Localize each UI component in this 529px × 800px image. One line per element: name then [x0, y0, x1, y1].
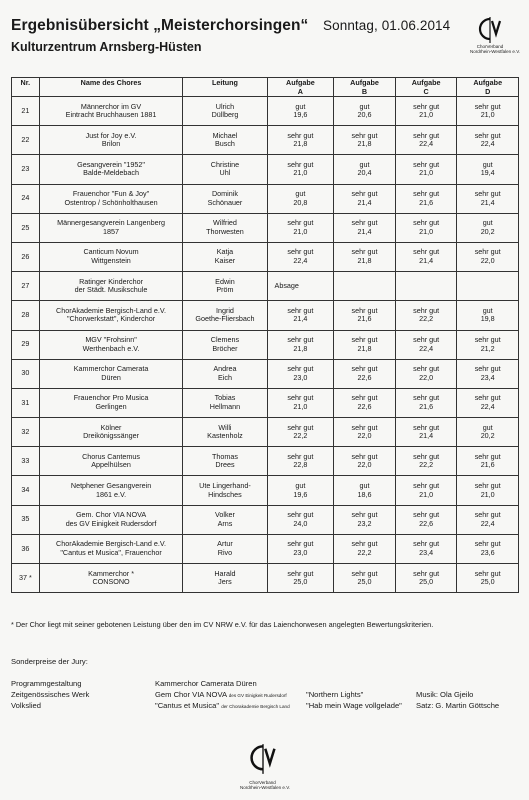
cell-nr: 26 [12, 242, 40, 271]
cell-score-a: sehr gut 22,4 [267, 242, 334, 271]
cell-score-b: gut 20,4 [334, 155, 396, 184]
table-row [12, 359, 519, 388]
col-chor: Name des Chores [39, 78, 183, 97]
cell-leitung: Harald Jers [183, 564, 267, 593]
cell-score-d: sehr gut 23,6 [457, 534, 519, 563]
cell-score-d: sehr gut 25,0 [457, 564, 519, 593]
cell-score-b: sehr gut 23,2 [334, 505, 396, 534]
cell-nr: 34 [12, 476, 40, 505]
cell-leitung: Edwin Pröm [183, 272, 267, 301]
cell-score-a: sehr gut 21,8 [267, 126, 334, 155]
cell-score-c: sehr gut 21,0 [395, 155, 457, 184]
cell-score-a: sehr gut 22,8 [267, 447, 334, 476]
cell-score-d: sehr gut 21,2 [457, 330, 519, 359]
table-row [12, 564, 519, 593]
col-leitung: Leitung [183, 78, 267, 97]
table-row [12, 330, 519, 359]
cell-chor: ChorAkademie Bergisch-Land e.V. "Cantus et Musica", Frauenchor [39, 534, 183, 563]
cell-leitung: Tobias Hellmann [183, 388, 267, 417]
cell-score-d: gut 19,8 [457, 301, 519, 330]
cell-score-d: sehr gut 22,4 [457, 388, 519, 417]
cell-chor: Gem. Chor VIA NOVA des GV Einigkeit Rudersdorf [39, 505, 183, 534]
cell-leitung: Ingrid Goethe-Fliersbach [183, 301, 267, 330]
cell-score-c: sehr gut 22,4 [395, 330, 457, 359]
jury-choir: Kammerchor Camerata Düren [155, 679, 257, 688]
cell-chor: Männergesangverein Langenberg 1857 [39, 213, 183, 242]
cell-score-c: sehr gut 21,6 [395, 388, 457, 417]
cell-score-a: gut 20,8 [267, 184, 334, 213]
cell-nr: 27 [12, 272, 40, 301]
cell-chor: Ratinger Kinderchor der Städt. Musikschule [39, 272, 183, 301]
cell-nr: 21 [12, 97, 40, 126]
logo-tagline: Nordrhein-Westfalen e.V. [240, 785, 291, 790]
cell-chor: Frauenchor Pro Musica Gerlingen [39, 388, 183, 417]
cell-score-d: sehr gut 21,4 [457, 184, 519, 213]
cell-score-c: sehr gut 22,4 [395, 126, 457, 155]
cell-nr: 35 [12, 505, 40, 534]
cell-score-b: sehr gut 21,4 [334, 213, 396, 242]
table-row [12, 301, 519, 330]
cell-nr: 25 [12, 213, 40, 242]
cell-score-a: gut 19,6 [267, 97, 334, 126]
footer-logo [240, 743, 291, 790]
cell-score-b: sehr gut 22,6 [334, 388, 396, 417]
jury-piece: "Hab mein Wage vollgelade" [306, 701, 402, 710]
logo-tagline: Nordrhein-Westfalen e.V. [470, 49, 521, 54]
cell-score-a: sehr gut 22,2 [267, 418, 334, 447]
table-row [12, 272, 519, 301]
cell-score-c: sehr gut 21,4 [395, 418, 457, 447]
cell-score-b: gut 20,6 [334, 97, 396, 126]
cell-score-c: sehr gut 22,6 [395, 505, 457, 534]
cell-score-c: sehr gut 22,0 [395, 359, 457, 388]
cell-score-a: sehr gut 21,8 [267, 330, 334, 359]
cell-leitung: Volker Arns [183, 505, 267, 534]
cell-nr: 31 [12, 388, 40, 417]
logo-name: ChorVerband [476, 44, 504, 49]
jury-choir: Gem Chor VIA NOVA des GV Einigkeit Rudersdorf [155, 690, 287, 699]
cell-leitung: Andrea Eich [183, 359, 267, 388]
page-title [11, 17, 451, 35]
cell-score-b: sehr gut 21,8 [334, 126, 396, 155]
cell-score-b: sehr gut 22,0 [334, 418, 396, 447]
logo-name: ChorVerband [249, 780, 276, 785]
cell-score-d: sehr gut 22,0 [457, 242, 519, 271]
table-row [12, 184, 519, 213]
cell-score-b: sehr gut 22,0 [334, 447, 396, 476]
cell-chor: Canticum Novum Wittgenstein [39, 242, 183, 271]
cell-score-a: Absage [267, 272, 334, 301]
cell-score-b [334, 272, 396, 301]
chorverband-logo [470, 16, 521, 54]
jury-choir: "Cantus et Musica" der Chorakademie Bergisch Land [155, 701, 290, 710]
jury-composer: Satz: G. Martin Göttsche [416, 701, 500, 710]
cell-chor: ChorAkademie Bergisch-Land e.V. "Chorwerkstatt", Kinderchor [39, 301, 183, 330]
cell-chor: Kölner Dreikönigssänger [39, 418, 183, 447]
cell-nr: 37 * [12, 564, 40, 593]
cell-score-a: sehr gut 21,4 [267, 301, 334, 330]
cell-nr: 32 [12, 418, 40, 447]
table-row [12, 213, 519, 242]
col-aufgabe-b: Aufgabe B [334, 78, 396, 97]
cell-score-c [395, 272, 457, 301]
cell-nr: 24 [12, 184, 40, 213]
cell-leitung: Thomas Drees [183, 447, 267, 476]
cell-nr: 28 [12, 301, 40, 330]
col-aufgabe-c: Aufgabe C [395, 78, 457, 97]
table-row [12, 388, 519, 417]
cell-nr: 22 [12, 126, 40, 155]
table-row [12, 155, 519, 184]
jury-piece: "Northern Lights" [306, 690, 364, 699]
cell-score-c: sehr gut 23,4 [395, 534, 457, 563]
col-aufgabe-a: Aufgabe A [267, 78, 334, 97]
cell-score-a: gut 19,6 [267, 476, 334, 505]
cell-leitung: Dominik Schönauer [183, 184, 267, 213]
event-date: Sonntag, 01.06.2014 [323, 18, 451, 33]
col-nr: Nr. [12, 78, 40, 97]
cell-leitung: Artur Rivo [183, 534, 267, 563]
cell-chor: Frauenchor "Fun & Joy" Ostentrop / Schönholthausen [39, 184, 183, 213]
cell-score-d: sehr gut 23,4 [457, 359, 519, 388]
jury-heading: Sonderpreise der Jury: [11, 657, 88, 666]
cell-score-c: sehr gut 21,6 [395, 184, 457, 213]
cell-score-a: sehr gut 25,0 [267, 564, 334, 593]
cell-score-a: sehr gut 23,0 [267, 359, 334, 388]
table-row [12, 97, 519, 126]
cell-score-d: gut 20,2 [457, 213, 519, 242]
table-row [12, 126, 519, 155]
cell-score-a: sehr gut 24,0 [267, 505, 334, 534]
cell-score-d: gut 20,2 [457, 418, 519, 447]
cell-chor: Kammerchor Camerata Düren [39, 359, 183, 388]
cell-score-a: sehr gut 21,0 [267, 388, 334, 417]
cell-leitung: Ute Lingerhand- Hindsches [183, 476, 267, 505]
cell-score-b: sehr gut 22,6 [334, 359, 396, 388]
cell-chor: Kammerchor * CONSONO [39, 564, 183, 593]
table-row [12, 505, 519, 534]
cell-score-b: gut 18,6 [334, 476, 396, 505]
cell-score-d: sehr gut 22,4 [457, 126, 519, 155]
table-row [12, 242, 519, 271]
cell-score-a: sehr gut 21,0 [267, 213, 334, 242]
cell-nr: 33 [12, 447, 40, 476]
cell-score-c: sehr gut 22,2 [395, 301, 457, 330]
title-text: Ergebnisübersicht „Meisterchorsingen“ [11, 17, 309, 34]
cell-score-d: sehr gut 21,0 [457, 97, 519, 126]
cell-nr: 36 [12, 534, 40, 563]
cell-score-c: sehr gut 22,2 [395, 447, 457, 476]
table-row [12, 476, 519, 505]
cell-score-d: gut 19,4 [457, 155, 519, 184]
table-row [12, 534, 519, 563]
cell-score-b: sehr gut 22,2 [334, 534, 396, 563]
cell-score-b: sehr gut 21,6 [334, 301, 396, 330]
table-header-row [12, 78, 519, 97]
cell-score-d: sehr gut 22,4 [457, 505, 519, 534]
cell-leitung: Christine Uhl [183, 155, 267, 184]
cell-leitung: Wilfried Thorwesten [183, 213, 267, 242]
col-aufgabe-d: Aufgabe D [457, 78, 519, 97]
cell-chor: Männerchor im GV Eintracht Bruchhausen 1881 [39, 97, 183, 126]
cell-score-c: sehr gut 21,0 [395, 213, 457, 242]
cell-chor: Chorus Cantemus Appelhülsen [39, 447, 183, 476]
cell-leitung: Michael Busch [183, 126, 267, 155]
cell-score-c: sehr gut 25,0 [395, 564, 457, 593]
cell-chor: Netphener Gesangverein 1861 e.V. [39, 476, 183, 505]
footnote: * Der Chor liegt mit seiner gebotenen Leistung über den im CV NRW e.V. für das Laienchorwesen angelegten Bewertungskriterien. [11, 620, 434, 629]
jury-composer: Musik: Ola Gjeilo [416, 690, 474, 699]
cell-score-d [457, 272, 519, 301]
cell-chor: MGV "Frohsinn" Werthenbach e.V. [39, 330, 183, 359]
venue: Kulturzentrum Arnsberg-Hüsten [11, 40, 202, 54]
cell-nr: 30 [12, 359, 40, 388]
jury-category: Zeitgenössisches Werk [11, 690, 90, 699]
cell-score-d: sehr gut 21,6 [457, 447, 519, 476]
cell-nr: 23 [12, 155, 40, 184]
cell-score-a: sehr gut 23,0 [267, 534, 334, 563]
cell-leitung: Ulrich Düllberg [183, 97, 267, 126]
cell-score-c: sehr gut 21,0 [395, 97, 457, 126]
cell-leitung: Clemens Bröcher [183, 330, 267, 359]
cell-score-c: sehr gut 21,0 [395, 476, 457, 505]
cell-score-d: sehr gut 21,0 [457, 476, 519, 505]
cell-score-a: sehr gut 21,0 [267, 155, 334, 184]
jury-category: Volkslied [11, 701, 41, 710]
cell-chor: Gesangverein "1952" Balde-Meldebach [39, 155, 183, 184]
cell-leitung: Katja Kaiser [183, 242, 267, 271]
chorverband-logo-icon [477, 16, 503, 44]
table-row [12, 418, 519, 447]
cell-score-b: sehr gut 21,4 [334, 184, 396, 213]
jury-category: Programmgestaltung [11, 679, 82, 688]
chorverband-logo-icon [248, 743, 278, 775]
cell-score-c: sehr gut 21,4 [395, 242, 457, 271]
cell-score-b: sehr gut 21,8 [334, 242, 396, 271]
cell-nr: 29 [12, 330, 40, 359]
cell-leitung: Willi Kastenholz [183, 418, 267, 447]
results-table [11, 77, 519, 593]
cell-score-b: sehr gut 21,8 [334, 330, 396, 359]
table-row [12, 447, 519, 476]
cell-score-b: sehr gut 25,0 [334, 564, 396, 593]
cell-chor: Just for Joy e.V. Brilon [39, 126, 183, 155]
